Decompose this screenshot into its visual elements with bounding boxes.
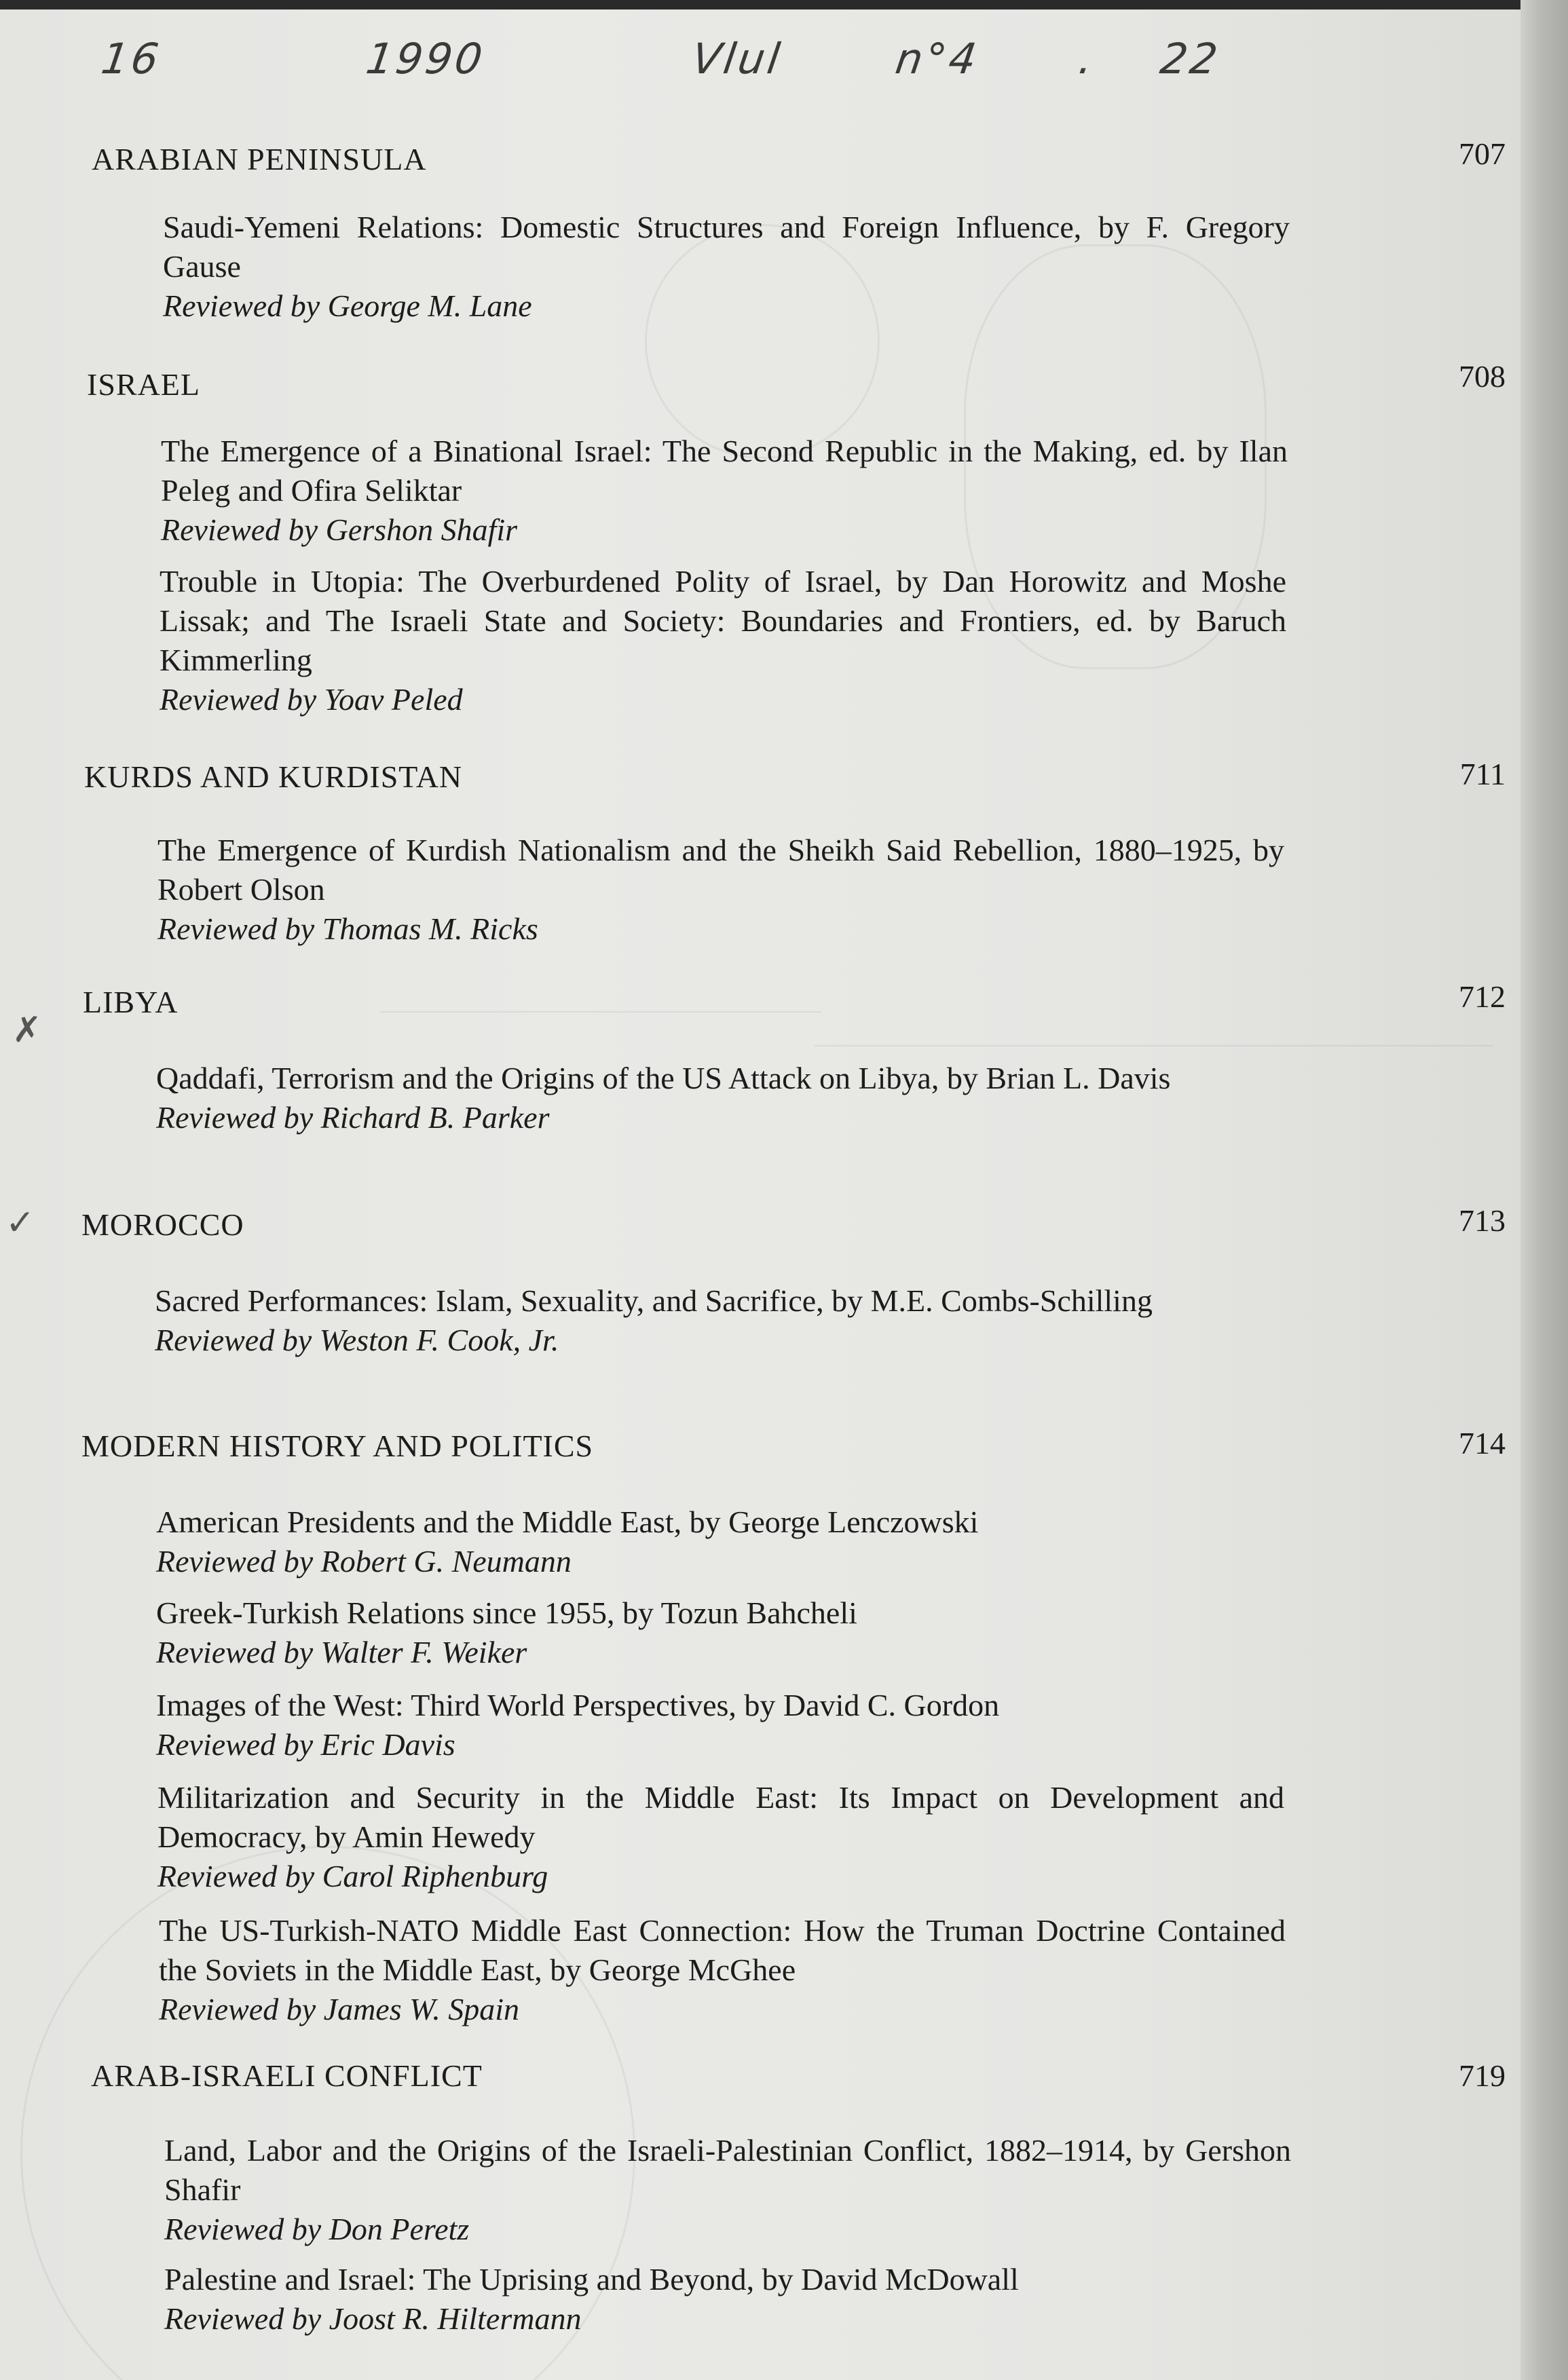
reviewer-line: Reviewed by George M. Lane (163, 288, 532, 323)
handwritten-year: 1990 (362, 34, 488, 83)
section-page-number: 712 (1459, 979, 1506, 1014)
review-entry (157, 831, 1284, 949)
reviewer-line: Reviewed by Don Peretz (164, 2212, 470, 2246)
section-title-morocco: MOROCCO (81, 1207, 244, 1242)
review-entry (163, 208, 1290, 326)
margin-check-mark: ✓ (5, 1203, 35, 1243)
reviewer-line: Reviewed by Gershon Shafir (161, 512, 518, 547)
book-citation: Sacred Performances: Islam, Sexuality, and Sacrifice, by M.E. Combs-Schilling (155, 1283, 1153, 1318)
reviewer-line: Reviewed by Eric Davis (156, 1727, 455, 1762)
reviewer-line: Reviewed by Joost R. Hiltermann (164, 2301, 582, 2336)
review-entry (155, 1281, 1282, 1360)
review-entry (159, 1911, 1286, 2029)
reviewer-line: Reviewed by Carol Riphenburg (157, 1859, 548, 1893)
handwritten-word: Vlul (688, 34, 786, 83)
reviewer-line: Reviewed by Richard B. Parker (156, 1100, 550, 1135)
reviewer-line: Reviewed by Thomas M. Ricks (157, 911, 538, 946)
section-page-number: 707 (1459, 136, 1506, 171)
review-entry (157, 1778, 1284, 1896)
section-page-number: 708 (1459, 359, 1506, 394)
handwritten-volume: 16 (98, 34, 165, 83)
book-citation: The US-Turkish-NATO Middle East Connection: How the Truman Doctrine Contained the Soviets in the Middle East, by George McGhee (159, 1913, 1286, 1987)
handwritten-page: 22 (1157, 34, 1224, 83)
reviewer-line: Reviewed by Robert G. Neumann (156, 1544, 572, 1579)
section-title-kurds-and-kurdistan: KURDS AND KURDISTAN (84, 759, 463, 794)
book-citation: Trouble in Utopia: The Overburdened Polity of Israel, by Dan Horowitz and Moshe Lissak; and The Israeli State and Society: Boundaries and Frontiers, ed. by Baruch Kimmerling (160, 564, 1286, 677)
review-entry (160, 562, 1286, 719)
section-title-arabian-peninsula: ARABIAN PENINSULA (92, 142, 427, 176)
review-entry (156, 1059, 1283, 1137)
review-entry (156, 1686, 1283, 1764)
handwritten-dot: . (1075, 34, 1099, 83)
book-citation: Land, Labor and the Origins of the Israeli-Palestinian Conflict, 1882–1914, by Gershon Shafir (164, 2133, 1291, 2207)
book-citation: Qaddafi, Terrorism and the Origins of the US Attack on Libya, by Brian L. Davis (156, 1061, 1171, 1095)
margin-cross-mark: ✗ (12, 1010, 42, 1051)
review-entry (156, 1593, 1283, 1672)
book-citation: Images of the West: Third World Perspectives, by David C. Gordon (156, 1688, 1000, 1722)
book-citation: Greek-Turkish Relations since 1955, by Tozun Bahcheli (156, 1595, 857, 1630)
section-page-number: 714 (1459, 1426, 1506, 1460)
reviewer-line: Reviewed by Walter F. Weiker (156, 1635, 527, 1669)
reviewer-line: Reviewed by Weston F. Cook, Jr. (155, 1323, 559, 1357)
book-citation: Saudi-Yemeni Relations: Domestic Structures and Foreign Influence, by F. Gregory Gause (163, 210, 1290, 284)
review-entry (164, 2260, 1291, 2339)
section-title-modern-history-and-politics: MODERN HISTORY AND POLITICS (81, 1429, 594, 1463)
handwritten-number: n°4 (892, 34, 982, 83)
book-citation: The Emergence of Kurdish Nationalism and the Sheikh Said Rebellion, 1880–1925, by Robert Olson (157, 833, 1284, 907)
book-citation: Palestine and Israel: The Uprising and Beyond, by David McDowall (164, 2262, 1019, 2297)
section-page-number: 711 (1459, 757, 1506, 791)
review-entry (156, 1503, 1283, 1581)
section-page-number: 719 (1459, 2058, 1506, 2093)
book-citation: American Presidents and the Middle East, by George Lenczowski (156, 1505, 979, 1539)
section-title-arab-israeli-conflict: ARAB-ISRAELI CONFLICT (91, 2058, 483, 2093)
review-entry (164, 2131, 1291, 2249)
reviewer-line: Reviewed by Yoav Peled (160, 682, 463, 717)
section-title-libya: LIBYA (83, 985, 179, 1019)
section-page-number: 713 (1459, 1203, 1506, 1238)
review-entry (161, 432, 1288, 550)
section-title-israel: ISRAEL (87, 367, 200, 402)
book-citation: Militarization and Security in the Middle East: Its Impact on Development and Democracy, by Amin Hewedy (157, 1780, 1284, 1854)
reviewer-line: Reviewed by James W. Spain (159, 1992, 519, 2026)
book-citation: The Emergence of a Binational Israel: The Second Republic in the Making, ed. by Ilan Peleg and Ofira Seliktar (161, 434, 1288, 508)
